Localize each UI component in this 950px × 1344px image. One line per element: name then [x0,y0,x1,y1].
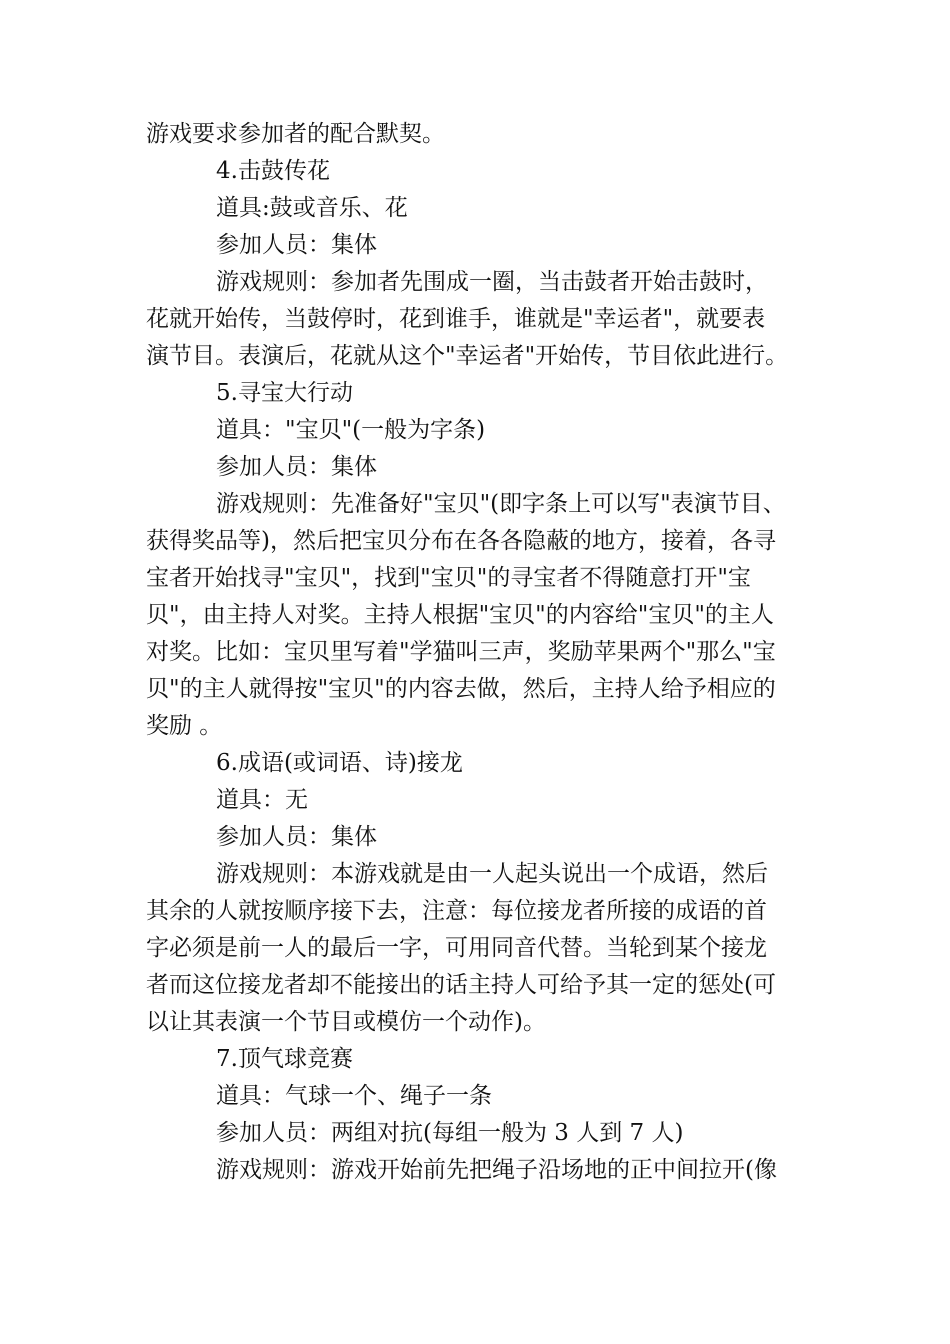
text-line: 对奖。比如：宝贝里写着"学猫叫三声，奖励苹果两个"那么"宝 [146,639,776,665]
text-line: 其余的人就按顺序接下去，注意：每位接龙者所接的成语的首 [146,898,767,924]
text-line: 道具：无 [216,787,308,813]
text-line: 以让其表演一个节目或模仿一个动作)。 [146,1009,546,1035]
text-line: 4.击鼓传花 [216,158,330,184]
text-line: 演节目。表演后，花就从这个"幸运者"开始传，节目依此进行。 [146,343,789,369]
text-line: 获得奖品等)，然后把宝贝分布在各各隐蔽的地方，接着，各寻 [146,528,776,554]
text-line: 参加人员：集体 [216,454,377,480]
text-line: 5.寻宝大行动 [216,380,353,406]
text-line: 者而这位接龙者却不能接出的话主持人可给予其一定的惩处(可 [146,972,776,998]
text-line: 参加人员：两组对抗(每组一般为 3 人到 7 人) [216,1120,684,1146]
text-line: 7.顶气球竞赛 [216,1046,353,1072]
text-line: 参加人员：集体 [216,824,377,850]
text-line: 贝"，由主持人对奖。主持人根据"宝贝"的内容给"宝贝"的主人 [146,602,774,628]
text-line: 奖励 。 [146,713,223,739]
text-line: 参加人员：集体 [216,232,377,258]
text-line: 贝"的主人就得按"宝贝"的内容去做，然后，主持人给予相应的 [146,676,776,702]
text-line: 游戏规则：参加者先围成一圈，当击鼓者开始击鼓时， [216,269,768,295]
text-line: 游戏规则：本游戏就是由一人起头说出一个成语，然后 [216,861,768,887]
text-line: 花就开始传，当鼓停时，花到谁手，谁就是"幸运者"，就要表 [146,306,766,332]
text-line: 宝者开始找寻"宝贝"，找到"宝贝"的寻宝者不得随意打开"宝 [146,565,751,591]
text-line: 游戏要求参加者的配合默契。 [146,121,445,147]
text-line: 道具:鼓或音乐、花 [216,195,408,221]
text-line: 字必须是前一人的最后一字，可用同音代替。当轮到某个接龙 [146,935,767,961]
text-line: 游戏规则：游戏开始前先把绳子沿场地的正中间拉开(像 [216,1157,777,1183]
text-line: 道具："宝贝"(一般为字条) [216,417,486,443]
text-line: 6.成语(或词语、诗)接龙 [216,750,463,776]
text-line: 道具：气球一个、绳子一条 [216,1083,492,1109]
text-line: 游戏规则：先准备好"宝贝"(即字条上可以写"表演节目、 [216,491,786,517]
document-body [146,116,806,1189]
